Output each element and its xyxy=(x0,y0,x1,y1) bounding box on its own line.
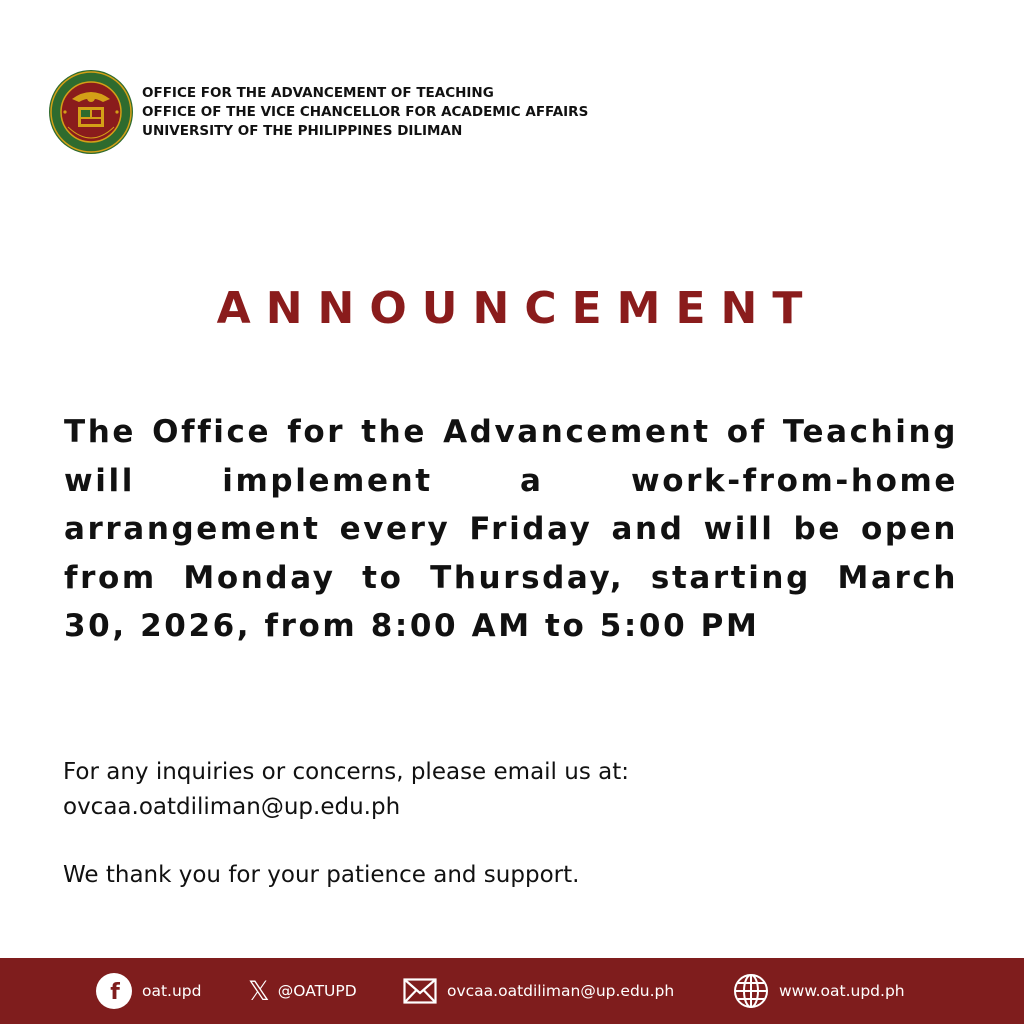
university-seal-icon xyxy=(48,69,134,155)
footer-mail[interactable] xyxy=(403,972,674,1010)
thanks-text: We thank you for your patience and support. xyxy=(63,862,580,888)
office-line-upd: UNIVERSITY OF THE PHILIPPINES DILIMAN xyxy=(142,122,463,139)
website-label: www.oat.upd.ph xyxy=(779,982,905,1000)
office-lines xyxy=(142,84,588,141)
office-line-oat: OFFICE FOR THE ADVANCEMENT OF TEACHING xyxy=(142,84,494,101)
mail-icon xyxy=(403,978,437,1004)
footer-facebook[interactable] xyxy=(96,972,202,1010)
footer-x[interactable] xyxy=(248,972,357,1010)
announcement-title: ANNOUNCEMENT xyxy=(216,283,818,334)
globe-icon xyxy=(733,973,769,1009)
facebook-label: oat.upd xyxy=(142,982,202,1000)
mail-label: ovcaa.oatdiliman@up.edu.ph xyxy=(447,982,675,1000)
footer-website[interactable] xyxy=(733,972,905,1010)
x-twitter-icon: 𝕏 xyxy=(248,975,270,1007)
facebook-icon: f xyxy=(96,973,132,1009)
inquiry-text: For any inquiries or concerns, please email us at: ovcaa.oatdiliman@up.edu.ph xyxy=(63,759,629,820)
announcement-body: The Office for the Advancement of Teaching will implement a work-from-home arrangement every Friday and will be open from Monday to Thursday, starting March 30, 2026, from 8:00 AM to 5:00 PM xyxy=(64,414,958,644)
x-label: @OATUPD xyxy=(277,982,357,1000)
footer xyxy=(0,958,1024,1024)
office-line-ovcaa: OFFICE OF THE VICE CHANCELLOR FOR ACADEMIC AFFAIRS xyxy=(142,103,589,120)
header xyxy=(48,68,588,156)
